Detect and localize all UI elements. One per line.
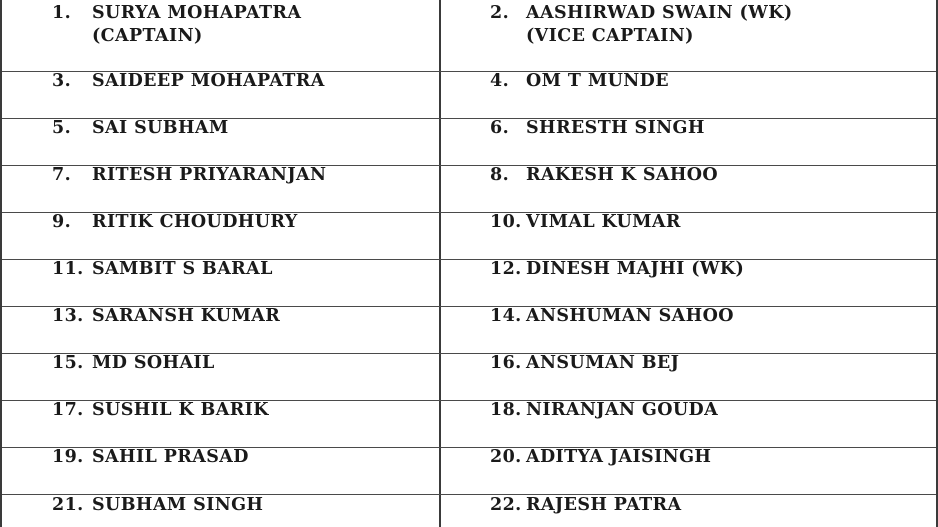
player-number: 16. [490, 353, 522, 373]
player-role: (VICE CAPTAIN) [526, 26, 694, 46]
player-name: SAIDEEP MOHAPATRA [92, 71, 325, 91]
player-name: RITIK CHOUDHURY [92, 212, 298, 232]
player-number: 1. [52, 3, 72, 23]
player-name: SARANSH KUMAR [92, 306, 281, 326]
table-row [2, 119, 936, 166]
table-row [2, 213, 936, 260]
player-number: 5. [52, 118, 72, 138]
table-row [2, 448, 936, 495]
player-number: 15. [52, 353, 84, 373]
player-name: ADITYA JAISINGH [526, 447, 712, 467]
player-number: 8. [490, 165, 510, 185]
table-row [2, 0, 936, 72]
player-name: SAHIL PRASAD [92, 447, 249, 467]
player-number: 2. [490, 3, 510, 23]
table-row [2, 72, 936, 119]
player-number: 18. [490, 400, 522, 420]
player-role: (CAPTAIN) [92, 26, 203, 46]
player-name: RAJESH PATRA [526, 495, 682, 515]
player-number: 17. [52, 400, 84, 420]
player-number: 7. [52, 165, 72, 185]
player-name: NIRANJAN GOUDA [526, 400, 719, 420]
table-row [2, 166, 936, 213]
table-row [2, 307, 936, 354]
player-number: 12. [490, 259, 522, 279]
player-number: 9. [52, 212, 72, 232]
player-name: RITESH PRIYARANJAN [92, 165, 327, 185]
player-name: MD SOHAIL [92, 353, 215, 373]
player-number: 3. [52, 71, 72, 91]
player-name: SHRESTH SINGH [526, 118, 705, 138]
player-name: DINESH MAJHI (WK) [526, 259, 745, 279]
player-name [92, 2, 301, 48]
player-name: SUBHAM SINGH [92, 495, 264, 515]
player-number: 10. [490, 212, 522, 232]
player-number: 19. [52, 447, 84, 467]
player-number: 21. [52, 495, 84, 515]
player-name [526, 2, 793, 48]
player-name-text: AASHIRWAD SWAIN (WK) [526, 3, 793, 23]
table-row [2, 495, 936, 527]
table-row [2, 401, 936, 448]
player-number: 20. [490, 447, 522, 467]
player-number: 11. [52, 259, 84, 279]
player-name: SAMBIT S BARAL [92, 259, 273, 279]
player-name: SAI SUBHAM [92, 118, 229, 138]
player-number: 14. [490, 306, 522, 326]
player-name: ANSUMAN BEJ [526, 353, 680, 373]
player-name: RAKESH K SAHOO [526, 165, 719, 185]
table-row [2, 354, 936, 401]
player-number: 22. [490, 495, 522, 515]
player-number: 13. [52, 306, 84, 326]
player-name-text: SURYA MOHAPATRA [92, 3, 302, 23]
table-row [2, 260, 936, 307]
player-number: 6. [490, 118, 510, 138]
player-number: 4. [490, 71, 510, 91]
player-name: SUSHIL K BARIK [92, 400, 269, 420]
player-name: OM T MUNDE [526, 71, 669, 91]
player-name: ANSHUMAN SAHOO [526, 306, 734, 326]
player-name: VIMAL KUMAR [526, 212, 681, 232]
